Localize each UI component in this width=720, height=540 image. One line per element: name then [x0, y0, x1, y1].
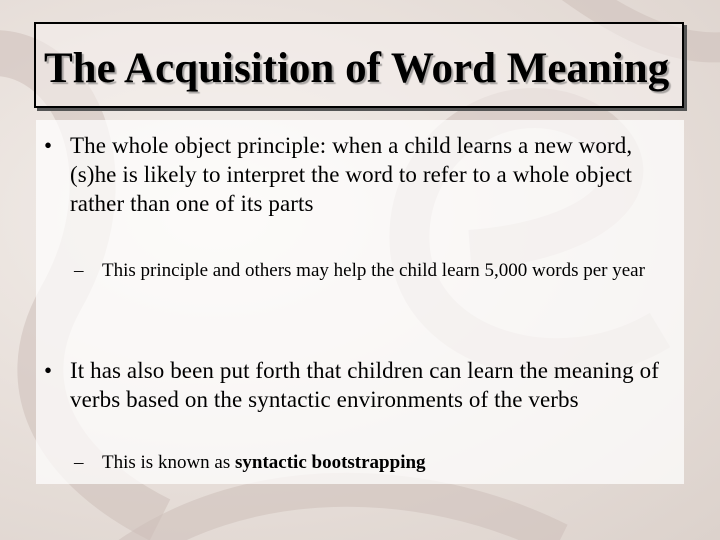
bullet-marker: •: [44, 358, 53, 383]
slide-title: The Acquisition of Word Meaning: [44, 45, 670, 92]
watermark-swoosh-bottom: [120, 490, 560, 540]
sub-bullet-5000-words: This principle and others may help the child learn 5,000 words per year: [102, 260, 645, 281]
bullet-whole-object-principle: The whole object principle: when a child learns a new word, (s)he is likely to interpret the word to refer to a whole object rather than one of its parts: [70, 133, 633, 216]
sub-bullet-text: This is known as: [102, 452, 235, 473]
content-area: [36, 120, 684, 484]
bullet-marker: •: [44, 133, 53, 158]
sub-bullet-marker: –: [74, 452, 84, 473]
sub-bullet-syntactic-bootstrapping: [102, 451, 662, 475]
bullet-verb-meaning: It has also been put forth that children can learn the meaning of verbs based on the syntactic environments of the verbs: [70, 358, 659, 412]
title-box: [34, 22, 684, 108]
term-syntactic-bootstrapping: syntactic bootstrapping: [235, 452, 426, 473]
sub-bullet-marker: –: [74, 260, 84, 281]
